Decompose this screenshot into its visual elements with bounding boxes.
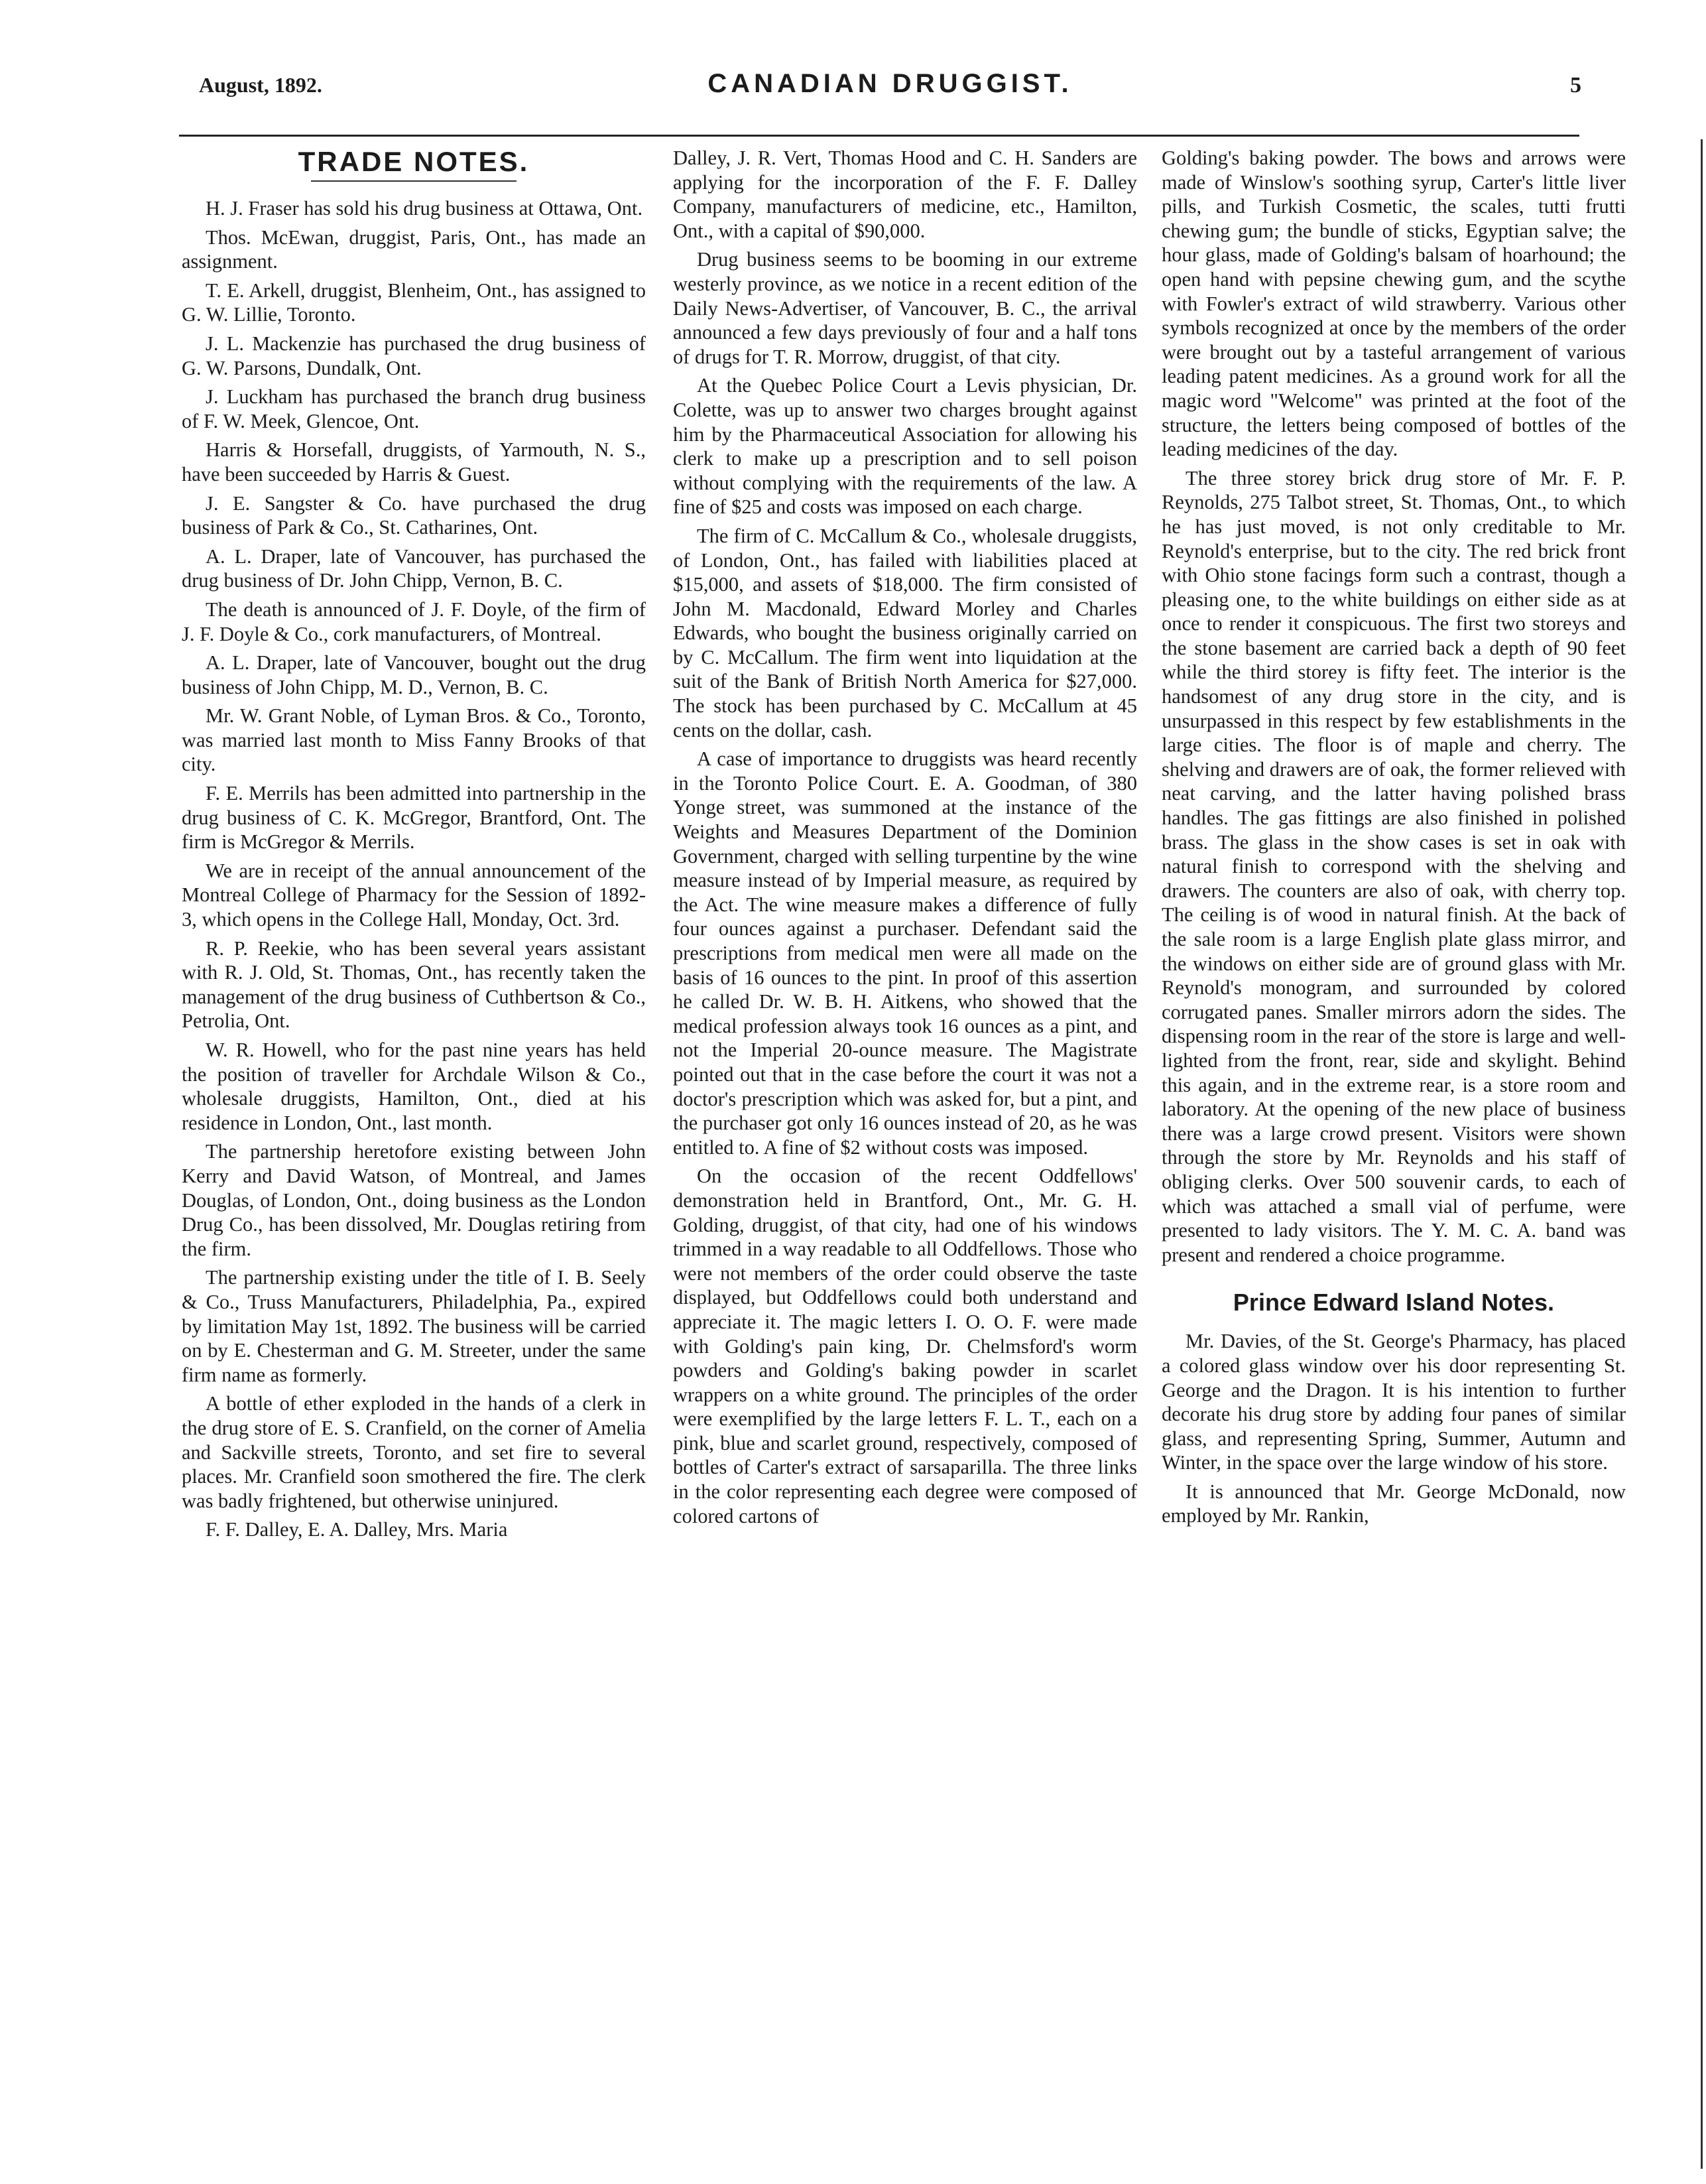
- article-paragraph: A case of importance to druggists was heard recently in the Toronto Police Court. E. A. Goodman, of 380 Yonge street, was summoned at the instance of the Weights and Measures Department of the Dominion Government, charged with selling turpentine by the wine measure instead of by Imperial measure, as required by the Act. The wine measure makes a difference of fully four ounces against a purchaser. Defendant said the prescriptions from medical men were all made on the basis of 16 ounces to the pint. In proof of this assertion he called Dr. W. B. H. Aitkens, who showed that the medical profession always took 16 ounces as a pint, and not the Imperial 20-ounce measure. The Magistrate pointed out that in the case before the court it was not a doctor's prescription which was asked for, but a pint, and the purchaser got only 16 ounces instead of 20, as he was entitled to. A fine of $2 without costs was imposed.: [673, 747, 1137, 1159]
- article-paragraph: Mr. W. Grant Noble, of Lyman Bros. & Co., Toronto, was married last month to Miss Fanny Brooks of that city.: [182, 704, 646, 776]
- article-paragraph: A. L. Draper, late of Vancouver, has purchased the drug business of Dr. John Chipp, Vernon, B. C.: [182, 545, 646, 592]
- publication-title: CANADIAN DRUGGIST.: [707, 69, 1073, 98]
- issue-date: August, 1892.: [199, 73, 322, 97]
- article-paragraph: We are in receipt of the annual announcement of the Montreal College of Pharmacy for the Session of 1892-3, which opens in the College Hall, Monday, Oct. 3rd.: [182, 859, 646, 931]
- article-paragraph: The partnership existing under the title of I. B. Seely & Co., Truss Manufacturers, Philadelphia, Pa., expired by limitation May 1st, 1892. The business will be carried on by E. Chesterman and G. M. Streeter, under the same firm name as formerly.: [182, 1266, 646, 1386]
- article-paragraph: Mr. Davies, of the St. George's Pharmacy, has placed a colored glass window over his door representing St. George and the Dragon. It is his intention to further decorate his drug store by adding four panes of similar glass, and representing Spring, Summer, Autumn and Winter, in the space over the large window of his store.: [1162, 1330, 1626, 1474]
- article-paragraph: The three storey brick drug store of Mr. F. P. Reynolds, 275 Talbot street, St. Thomas, Ont., to which he has just moved, is not only creditable to Mr. Reynold's enterprise, but to the city. The red brick front with Ohio stone facings form such a contrast, though a pleasing one, to the white buildings on either side as at once to render it conspicuous. The first two storeys and the stone basement are carried back a depth of 90 feet while the third storey is fifty feet. The interior is the handsomest of any drug store in the city, and is unsurpassed in this respect by few establishments in the large cities. The floor is of maple and cherry. The shelving and drawers are of oak, the former relieved with neat carving, and the latter having polished brass handles. The gas fittings are also finished in polished brass. The glass in the show cases is set in oak with natural finish to correspond with the shelving and drawers. The counters are also of oak, with cherry top. The ceiling is of wood in natural finish. At the back of the sale room is a large English plate glass mirror, and the windows on either side are of ground glass with Mr. Reynold's monogram, and surrounded by colored corrugated panes. Smaller mirrors adorn the sides. The dispensing room in the rear of the store is large and well-lighted from the front, rear, side and skylight. Behind this again, and in the extreme rear, is a store room and laboratory. At the opening of the new place of business there was a large crowd present. Visitors were shown through the store by Mr. Reynolds and his staff of obliging clerks. Over 500 souvenir cards, to each of which was attached a small vial of perfume, were presented to lady visitors. The Y. M. C. A. band was present and rendered a choice programme.: [1162, 466, 1626, 1266]
- article-paragraph: F. F. Dalley, E. A. Dalley, Mrs. Maria: [206, 1518, 508, 1541]
- article-paragraph: F. E. Merrils has been admitted into partnership in the drug business of C. K. McGregor, Brantford, Ont. The firm is McGregor & Merrils.: [182, 782, 646, 854]
- page-edge-rule: [1701, 139, 1703, 2169]
- article-paragraph: R. P. Reekie, who has been several years assistant with R. J. Old, St. Thomas, Ont., has recently taken the management of the drug business of Cuthbertson & Co., Petrolia, Ont.: [182, 936, 646, 1033]
- article-paragraph: Dalley, J. R. Vert, Thomas Hood and C. H. Sanders are applying for the incorporation of the F. F. Dalley Company, manufacturers of medicine, etc., Hamilton, Ont., with a capital of $90,000.: [673, 147, 1137, 242]
- article-paragraph: J. Luckham has purchased the branch drug business of F. W. Meek, Glencoe, Ont.: [182, 385, 646, 432]
- column-1: [182, 146, 646, 1547]
- page-number: 5: [1570, 73, 1581, 97]
- article-paragraph: The death is announced of J. F. Doyle, of the firm of J. F. Doyle & Co., cork manufacturers, of Montreal.: [182, 598, 646, 645]
- section-heading-underline: [311, 180, 517, 182]
- article-paragraph: At the Quebec Police Court a Levis physician, Dr. Colette, was up to answer two charges brought against him by the Pharmaceutical Association for allowing his clerk to make up a prescription and to sell poison without complying with the requirements of the law. A fine of $25 and costs was imposed on each charge.: [673, 374, 1137, 519]
- article-paragraph: It is announced that Mr. George McDonald, now employed by Mr. Rankin,: [1162, 1480, 1626, 1527]
- column-3: [1162, 146, 1626, 1533]
- article-paragraph: The partnership heretofore existing between John Kerry and David Watson, of Montreal, and James Douglas, of London, Ont., doing business as the London Drug Co., has been dissolved, Mr. Douglas retiring from the firm.: [182, 1140, 646, 1260]
- article-paragraph: J. E. Sangster & Co. have purchased the drug business of Park & Co., St. Catharines, Ont.: [182, 491, 646, 539]
- article-paragraph: On the occasion of the recent Oddfellows' demonstration held in Brantford, Ont., Mr. G. H. Golding, druggist, of that city, had one of his windows trimmed in a way readable to all Oddfellows. Those who were not members of the order could observe the taste displayed, but Oddfellows could both understand and appreciate it. The magic letters I. O. O. F. were made with Golding's pain king, Dr. Chelmsford's worm powders and Golding's baking powder in scarlet wrappers on a white ground. The principles of the order were exemplified by the large letters F. L. T., each on a pink, blue and scarlet ground, respectively, composed of bottles of Carter's extract of sarsaparilla. The three links in the color representing each degree were composed of colored cartons of: [673, 1165, 1137, 1527]
- article-paragraph: Drug business seems to be booming in our extreme westerly province, as we notice in a recent edition of the Daily News-Advertiser, of Vancouver, B. C., the arrival announced a few days previously of four and a half tons of drugs for T. R. Morrow, druggist, of that city.: [673, 248, 1137, 368]
- page-header: [199, 66, 1581, 106]
- section-heading-pei-notes: Prince Edward Island Notes.: [1233, 1289, 1555, 1317]
- article-paragraph: T. E. Arkell, druggist, Blenheim, Ont., has assigned to G. W. Lillie, Toronto.: [182, 279, 646, 326]
- article-paragraph: Golding's baking powder. The bows and arrows were made of Winslow's soothing syrup, Carter's little liver pills, and Turkish Cosmetic, the scales, tutti frutti chewing gum; the bundle of sticks, Egyptian salve; the hour glass, made of Golding's balsam of hoarhound; the open hand with pepsine chewing gum, and the scythe with Fowler's extract of wild strawberry. Various other symbols recognized at once by the members of the order were brought out by a tasteful arrangement of various leading patent medicines. As a ground work for all the magic word "Welcome" was printed at the foot of the structure, the letters being composed of bottles of the leading medicines of the day.: [1162, 147, 1626, 461]
- article-paragraph: H. J. Fraser has sold his drug business at Ottawa, Ont.: [206, 197, 643, 220]
- article-paragraph: Harris & Horsefall, druggists, of Yarmouth, N. S., have been succeeded by Harris & Guest.: [182, 438, 646, 485]
- header-rule: [179, 135, 1579, 137]
- article-paragraph: J. L. Mackenzie has purchased the drug business of G. W. Parsons, Dundalk, Ont.: [182, 332, 646, 379]
- article-paragraph: A. L. Draper, late of Vancouver, bought out the drug business of John Chipp, M. D., Vernon, B. C.: [182, 651, 646, 698]
- column-2: [673, 146, 1137, 1533]
- article-paragraph: A bottle of ether exploded in the hands of a clerk in the drug store of E. S. Cranfield, on the corner of Amelia and Sackville streets, Toronto, and set fire to several places. Mr. Cranfield soon smothered the fire. The clerk was badly frightened, but otherwise uninjured.: [182, 1392, 646, 1512]
- article-paragraph: W. R. Howell, who for the past nine years has held the position of traveller for Archdale Wilson & Co., wholesale druggists, Hamilton, Ont., died at his residence in London, Ont., last month.: [182, 1039, 646, 1134]
- article-paragraph: Thos. McEwan, druggist, Paris, Ont., has made an assignment.: [182, 225, 646, 273]
- section-heading-trade-notes: TRADE NOTES.: [298, 146, 530, 177]
- article-paragraph: The firm of C. McCallum & Co., wholesale druggists, of London, Ont., has failed with liabilities placed at $15,000, and assets of $18,000. The firm consisted of John M. Macdonald, Edward Morley and Charles Edwards, who bought the business originally carried on by C. McCallum. The firm went into liquidation at the suit of the Bank of British North America for $27,000. The stock has been purchased by C. McCallum at 45 cents on the dollar, cash.: [673, 524, 1137, 741]
